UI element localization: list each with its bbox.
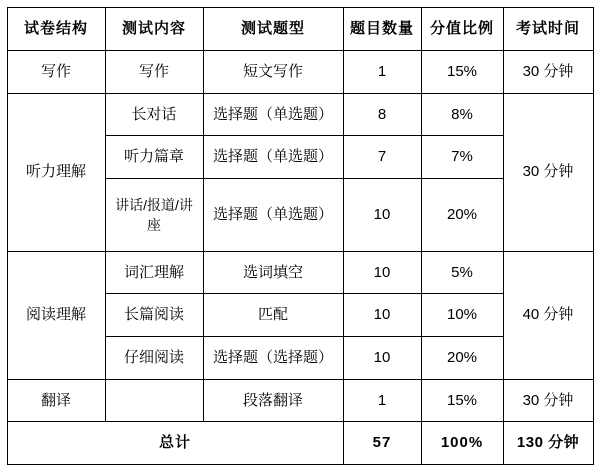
table-row xyxy=(7,93,593,136)
table-row xyxy=(7,51,593,94)
table-row xyxy=(7,379,593,422)
cell-ratio-vocabulary: 5% xyxy=(421,251,503,294)
cell-type-listening-passage: 选择题（单选题） xyxy=(203,136,343,179)
cell-ratio-translation: 15% xyxy=(421,379,503,422)
cell-count-long-dialogue: 8 xyxy=(343,93,421,136)
column-header-ratio: 分值比例 xyxy=(421,8,503,51)
cell-ratio-listening-passage: 7% xyxy=(421,136,503,179)
cell-type-long-dialogue: 选择题（单选题） xyxy=(203,93,343,136)
column-header-type: 测试题型 xyxy=(203,8,343,51)
column-header-count: 题目数量 xyxy=(343,8,421,51)
column-header-content: 测试内容 xyxy=(105,8,203,51)
cell-count-speech-report-lecture: 10 xyxy=(343,178,421,251)
cell-time-translation: 30 分钟 xyxy=(503,379,593,422)
cell-count-careful-reading: 10 xyxy=(343,336,421,379)
column-header-structure: 试卷结构 xyxy=(7,8,105,51)
column-header-time: 考试时间 xyxy=(503,8,593,51)
cell-count-writing: 1 xyxy=(343,51,421,94)
cell-ratio-careful-reading: 20% xyxy=(421,336,503,379)
cell-content-long-reading: 长篇阅读 xyxy=(105,294,203,337)
cell-content-listening-passage: 听力篇章 xyxy=(105,136,203,179)
cell-type-speech-report-lecture: 选择题（单选题） xyxy=(203,178,343,251)
cell-time-writing: 30 分钟 xyxy=(503,51,593,94)
cell-time-listening: 30 分钟 xyxy=(503,93,593,251)
cell-type-careful-reading: 选择题（选择题） xyxy=(203,336,343,379)
cell-count-vocabulary: 10 xyxy=(343,251,421,294)
cell-structure-listening: 听力理解 xyxy=(7,93,105,251)
cell-ratio-long-reading: 10% xyxy=(421,294,503,337)
cell-count-listening-passage: 7 xyxy=(343,136,421,179)
cell-type-vocabulary: 选词填空 xyxy=(203,251,343,294)
cell-type-long-reading: 匹配 xyxy=(203,294,343,337)
table-row xyxy=(7,251,593,294)
cell-structure-translation: 翻译 xyxy=(7,379,105,422)
cell-ratio-writing: 15% xyxy=(421,51,503,94)
cell-content-translation xyxy=(105,379,203,422)
table-total-row xyxy=(7,422,593,465)
cell-total-count: 57 xyxy=(343,422,421,465)
cell-total-time: 130 分钟 xyxy=(503,422,593,465)
cell-type-translation: 段落翻译 xyxy=(203,379,343,422)
cell-total-label: 总计 xyxy=(7,422,343,465)
cell-type-writing: 短文写作 xyxy=(203,51,343,94)
exam-structure-table xyxy=(7,7,594,465)
cell-structure-reading: 阅读理解 xyxy=(7,251,105,379)
cell-time-reading: 40 分钟 xyxy=(503,251,593,379)
cell-total-ratio: 100% xyxy=(421,422,503,465)
cell-content-careful-reading: 仔细阅读 xyxy=(105,336,203,379)
cell-content-vocabulary: 词汇理解 xyxy=(105,251,203,294)
table-header-row xyxy=(7,8,593,51)
cell-content-long-dialogue: 长对话 xyxy=(105,93,203,136)
cell-count-long-reading: 10 xyxy=(343,294,421,337)
cell-count-translation: 1 xyxy=(343,379,421,422)
cell-ratio-long-dialogue: 8% xyxy=(421,93,503,136)
cell-structure-writing: 写作 xyxy=(7,51,105,94)
cell-content-writing: 写作 xyxy=(105,51,203,94)
cell-content-speech-report-lecture: 讲话/报道/讲座 xyxy=(105,178,203,251)
cell-ratio-speech-report-lecture: 20% xyxy=(421,178,503,251)
